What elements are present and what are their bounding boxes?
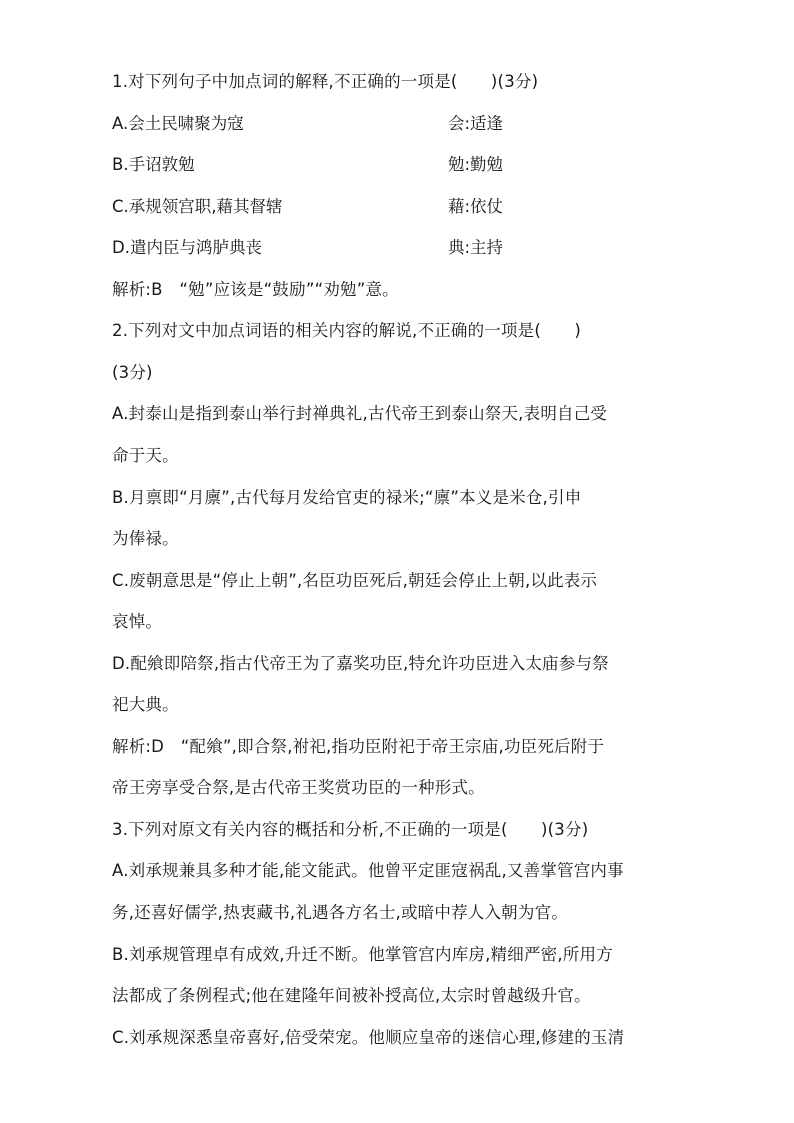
q3-option-a: A.刘承规兼具多种才能,能文能武。他曾平定匪寇祸乱,又善掌管宫内事 — [112, 861, 624, 880]
q1-option-c: C.承规领宫职,藉其督辖 — [112, 197, 283, 216]
q3-option-a-cont: 务,还喜好儒学,热衷藏书,礼遇各方名士,或暗中荐人入朝为官。 — [112, 903, 568, 922]
question-3-stem: 3.下列对原文有关内容的概括和分析,不正确的一项是( )(3分) — [112, 820, 589, 839]
q2-option-a: A.封泰山是指到泰山举行封禅典礼,古代帝王到泰山祭天,表明自己受 — [112, 404, 608, 423]
question-2-stem: 2.下列对文中加点词语的相关内容的解说,不正确的一项是( ) — [112, 321, 582, 340]
q2-analysis-cont: 帝王旁享受合祭,是古代帝王奖赏功臣的一种形式。 — [112, 778, 485, 797]
q1-option-b: B.手诏敦勉 — [112, 155, 195, 174]
q1-option-a-gloss: 会:适逢 — [448, 114, 504, 133]
q3-option-b-cont: 法都成了条例程式;他在建隆年间被补授高位,太宗时曾越级升官。 — [112, 986, 591, 1005]
q2-option-b-cont: 为俸禄。 — [112, 529, 179, 548]
q1-option-c-gloss: 藉:依仗 — [448, 197, 504, 216]
question-2-stem-score: (3分) — [112, 363, 153, 382]
q1-option-d-gloss: 典:主持 — [448, 238, 504, 257]
q2-option-b: B.月禀即“月廪”,古代每月发给官吏的禄米;“廪”本义是米仓,引申 — [112, 488, 582, 507]
q1-option-a: A.会土民啸聚为寇 — [112, 114, 244, 133]
q3-option-b: B.刘承规管理卓有成效,升迁不断。他掌管宫内库房,精细严密,所用方 — [112, 945, 613, 964]
q2-option-d: D.配飨即陪祭,指古代帝王为了嘉奖功臣,特允许功臣进入太庙参与祭 — [112, 654, 609, 673]
q2-option-c: C.废朝意思是“停止上朝”,名臣功臣死后,朝廷会停止上朝,以此表示 — [112, 571, 598, 590]
q1-option-d: D.遣内臣与鸿胪典丧 — [112, 238, 262, 257]
q1-option-b-gloss: 勉:勤勉 — [448, 155, 504, 174]
q3-option-c: C.刘承规深悉皇帝喜好,倍受荣宠。他顺应皇帝的迷信心理,修建的玉清 — [112, 1028, 625, 1047]
q2-analysis: 解析:D “配飨”,即合祭,祔祀,指功臣附祀于帝王宗庙,功臣死后附于 — [112, 737, 605, 756]
q1-analysis: 解析:B “勉”应该是“鼓励”“劝勉”意。 — [112, 280, 399, 299]
q2-option-d-cont: 祀大典。 — [112, 695, 179, 714]
q2-option-a-cont: 命于天。 — [112, 446, 179, 465]
q2-option-c-cont: 哀悼。 — [112, 612, 163, 631]
question-1-stem: 1.对下列句子中加点词的解释,不正确的一项是( )(3分) — [112, 72, 539, 91]
